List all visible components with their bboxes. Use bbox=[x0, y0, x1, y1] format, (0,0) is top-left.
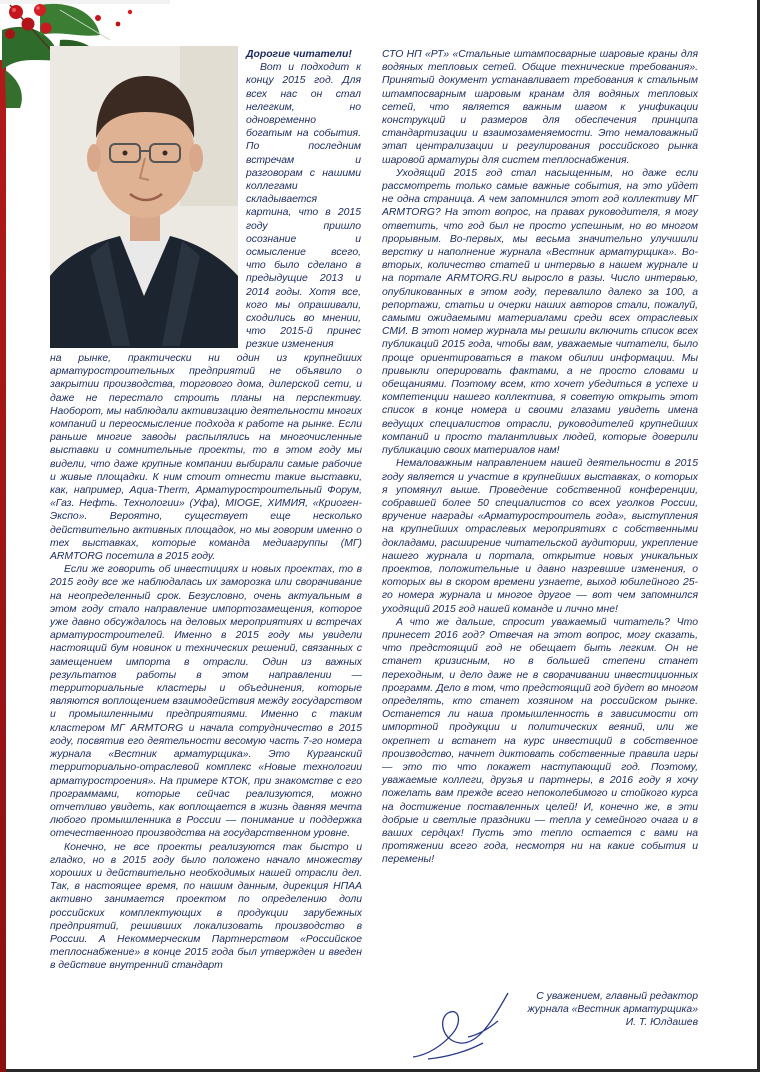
signoff-title: С уважением, главный редактор bbox=[536, 991, 698, 1002]
left-column bbox=[50, 352, 362, 973]
left-paragraph: на рынке, практически ни один из крупнейших арматуростроительных предприятий не объявило о закрытии производства, торгового дома, дилерской сети, и даже не перестало строить планы на перспективу. Наоборот, мы наблюдали активизацию деятельности многих компаний и переосмысление подхода к работе на рынке. Если раньше многие заводы распылялись на многочисленные выставки и сомнительные проекты, то в этом году мы видели, что даже крупные компании выбирали самые рабочие и живые площадки. К ним стоит отнести такие выставки, как, например, Aqua-Therm, Арматуростроительный Форум, «Газ. Нефть. Технологии» (Уфа), MIOGE, ХИМИЯ, «Криоген-Экспо». Вероятно, существует еще несколько действительно активных площадок, но мы говорим именно о тех выставках, которые команда медиагруппы (МГ) ARMTORG посетила в 2015 году. bbox=[50, 353, 362, 563]
right-paragraph: А что же дальше, спросит уважаемый читатель? Что принесет 2016 год? Отвечая на этот вопрос, могу сказать, что предстоящий год не обещает быть легким. Он не станет кризисным, но в большей степени станет переходным, и дело даже не в сворачивании инвестиционных программ. Дело в том, что предстоящий год будет во многом определять, кто станет хозяином на российском рынке. Останется ли наша промышленность в зависимости от импортной продукции и политических веяний, или же окрепнет и встанет на курс инвестиций в собственное производство, начнет диктовать собственные правила игры — это то что покажет наступающий год. Поэтому, уважаемые коллеги, друзья и партнеры, в 2016 году я хочу пожелать вам прежде всего непоколебимого и стойкого курса на достижение поставленных целей! И, конечно же, в эти добрые и светлые праздники — тепла у семейного очага и в ваших сердцах! Пусть это тепло остается с вами на протяжении всего года, несмотря ни на какие события и перемены! bbox=[382, 616, 698, 866]
right-paragraph: СТО НП «РТ» «Стальные штампосварные шаровые краны для водяных тепловых сетей. Общие технические требования». Принятый документ устанавливает требования к стальным штампосварным шаровым кранам для водяных тепловых сетей, что является важным шагом к унификации конструкций и размеров для обеспечения принципа стандартизации и взаимозаменяемости. Это немаловажный этап централизации и регулирования российского рынка шаровой арматуры для систем теплоснабжения. bbox=[382, 49, 698, 166]
greeting-heading: Дорогие читатели! bbox=[246, 49, 352, 60]
right-paragraph: Уходящий 2015 год стал насыщенным, но даже если рассмотреть только самые важные события, на это уйдет не одна страница. А чем запомнился этот год коллективу МГ ARMTORG? На этот вопрос, на правах руководителя, я могу ответить, что год был не просто успешным, но во многом прорывным. Во-первых, мы весьма значительно улучшили верстку и наполнение журнала «Вестник арматурщика». Во-вторых, количество статей и интервью в нашем журнале и на портале ARMTORG.RU выросло в разы. Число интервью, опубликованных в этом году, перевалило далеко за 100, а репортажи, статьи и очерки наших авторов стали, пожалуй, самыми ожидаемыми материалами среди всех отраслевых СМИ. В этот номер журнала мы решили включить список всех публикаций 2015 года, чтобы вам, уважаемые читатели, было проще ориентироваться в таком обилии информации. Мы привыкли оперировать фактами, а не просто словами и обещаниями. Поэтому всем, кто хочет убедиться в успехе и компетенции нашего коллектива, я советую открыть этот список в конце номера и своими глазами увидеть имена ведущих специалистов отрасли, руководителей крупнейших компаний и просто талантливых людей, которые доверили публикацию своих материалов нам! bbox=[382, 167, 698, 457]
left-paragraph: Конечно, не все проекты реализуются так быстро и гладко, но в 2015 году было положено начало множеству хороших и действительно необходимых нашей отрасли дел. Так, в настоящее время, по нашим данным, дирекция НПАА активно занимается проектом по определению доли российских комплектующих в продукции зарубежных предприятий, решивших локализовать производство в России. А Некоммерческим Партнерством «Российское теплоснабжение» в конце 2015 года был утвержден и введен в действие внутренний стандарт bbox=[50, 841, 362, 972]
right-column bbox=[382, 48, 698, 867]
left-paragraph: Если же говорить об инвестициях и новых проектах, то в 2015 году все же наблюдалась их заморозка или сворачивание на неопределенный срок. Безусловно, очень актуальным в этом году стало направление импортозамещения, которое уже давно обсуждалось на деловых мероприятиях и встречах арматуростроителей. Именно в 2015 году мы увидели настоящий бум новинок и технических решений, связанных с замещением импорта в отрасли. Один из важных результатов работы в этом направлении — территориальные кластеры и объединения, которые являются воплощением взаимодействия между государством и промышленными предприятиями. Именно с таким кластером МГ ARMTORG и начала сотрудничество в 2015 году, посвятив его деятельности весомую часть 7-го номера журнала «Вестник арматурщика». Это Курганский территориально-отраслевой комплекс «Новые технологии арматуростроения». На примере КТОК, при знакомстве с его программами, которые сейчас реализуются, можно отчетливо увидеть, как воплощается в жизнь давняя мечта любого промышленника в России — понимание и поддержка отечественного производства на государственном уровне. bbox=[50, 564, 362, 840]
intro-paragraph: Вот и подходит к концу 2015 год. Для всех нас он стал нелегким, но одновременно богатым на события. По последним встречам и разговорам с нашими коллегами складывается картина, что в 2015 году пришло осознание и осмысление всего, что было сделано в предыдущие 2013 и 2014 годы. Хотя все, кого мы опрашивали, сходились во мнении, что 2015-й принес резкие изменения bbox=[246, 62, 361, 351]
signoff-name: И. Т. Юлдашев bbox=[625, 1017, 698, 1029]
signoff-block bbox=[440, 990, 698, 1030]
right-paragraph: Немаловажным направлением нашей деятельности в 2015 году является и участие в крупнейших выставках, о которых я упомянул выше. Проведение собственной конференции, собравшей более 50 специалистов со всех уголков России, вручение награды «Арматуростроитель года», выступления на крупнейших отраслевых мероприятиях с собственными докладами, расширение читательской аудитории, укрепление нашего журнала и портала, открытие новых уникальных проектов, положительные и давно назревшие изменения, о которых вы в скором времени узнаете, выход юбилейного 25-го номера журнала и многое другое — вот чем запомнился уходящий 2015 год нашей команде и лично мне! bbox=[382, 458, 698, 615]
intro-column bbox=[246, 48, 361, 352]
signoff-journal: журнала «Вестник арматурщика» bbox=[527, 1004, 698, 1016]
left-red-bar bbox=[0, 60, 6, 1072]
editor-portrait-photo bbox=[50, 46, 238, 348]
